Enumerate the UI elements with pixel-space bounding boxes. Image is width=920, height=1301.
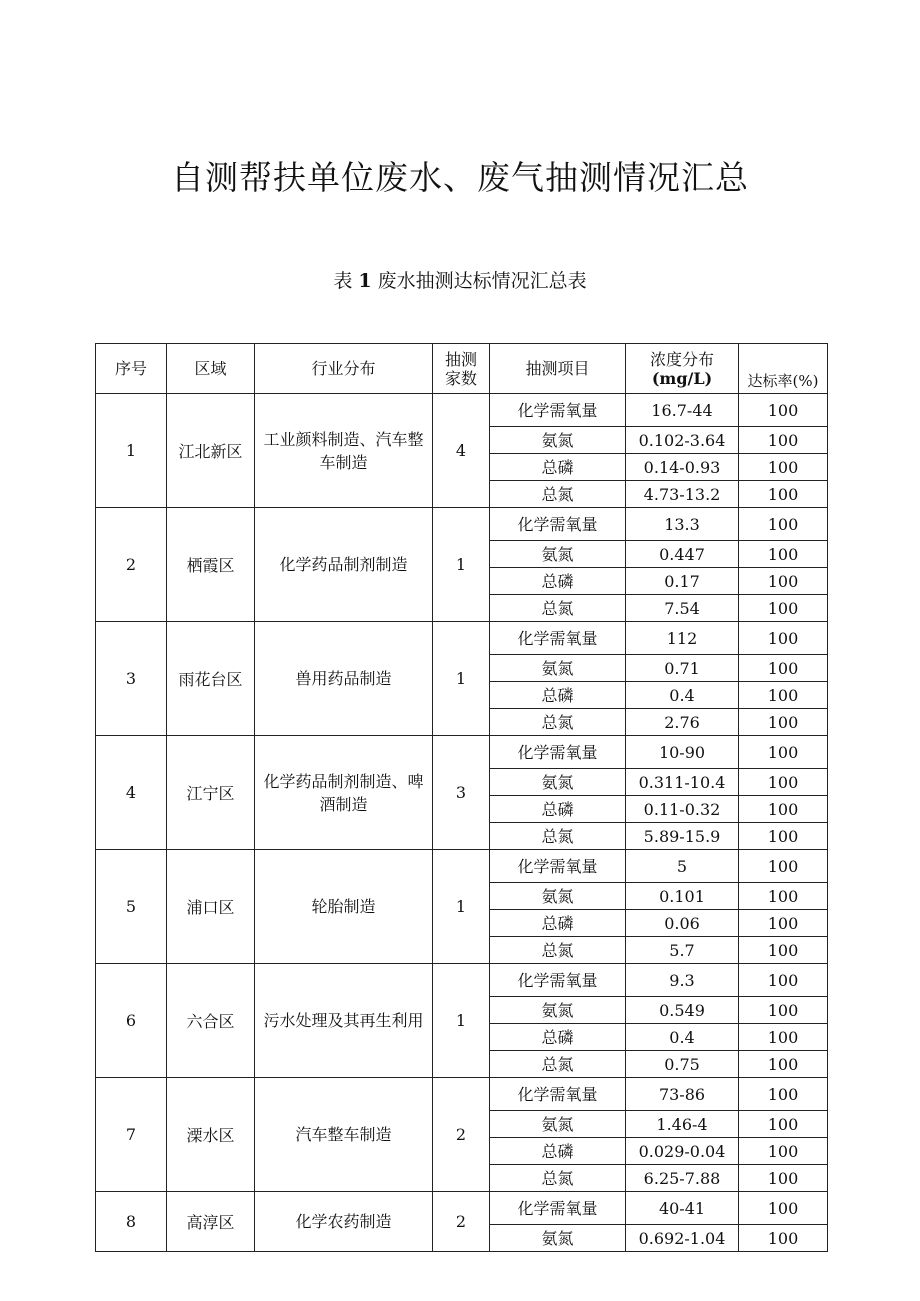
row-item: 氨氮 xyxy=(490,769,626,796)
header-concentration-unit: (mg/L) xyxy=(651,368,713,388)
row-concentration: 0.029-0.04 xyxy=(626,1138,739,1165)
table-row xyxy=(96,508,828,541)
row-seq: 4 xyxy=(96,736,167,850)
row-seq: 8 xyxy=(96,1192,167,1252)
row-item: 化学需氧量 xyxy=(490,622,626,655)
row-rate: 100 xyxy=(739,850,828,883)
row-seq: 1 xyxy=(96,394,167,508)
row-rate: 100 xyxy=(739,769,828,796)
row-item: 氨氮 xyxy=(490,883,626,910)
row-concentration: 0.71 xyxy=(626,655,739,682)
row-item: 总氮 xyxy=(490,595,626,622)
row-item: 总磷 xyxy=(490,910,626,937)
row-concentration: 10-90 xyxy=(626,736,739,769)
row-concentration: 0.75 xyxy=(626,1051,739,1078)
table-row xyxy=(96,622,828,655)
row-rate: 100 xyxy=(739,595,828,622)
row-rate: 100 xyxy=(739,823,828,850)
row-rate: 100 xyxy=(739,1051,828,1078)
header-count-line1: 抽测 xyxy=(444,349,477,369)
row-rate: 100 xyxy=(739,541,828,568)
row-item: 总磷 xyxy=(490,682,626,709)
table-row xyxy=(96,964,828,997)
row-rate: 100 xyxy=(739,454,828,481)
row-industry: 汽车整车制造 xyxy=(255,1078,433,1192)
row-concentration: 9.3 xyxy=(626,964,739,997)
row-item: 化学需氧量 xyxy=(490,1078,626,1111)
row-item: 总氮 xyxy=(490,709,626,736)
row-concentration: 5.89-15.9 xyxy=(626,823,739,850)
header-row xyxy=(96,344,828,394)
row-rate: 100 xyxy=(739,568,828,595)
row-rate: 100 xyxy=(739,1225,828,1252)
table-body xyxy=(96,394,828,1252)
row-item: 化学需氧量 xyxy=(490,1192,626,1225)
row-count: 1 xyxy=(433,850,490,964)
row-count: 1 xyxy=(433,964,490,1078)
caption-text: 废水抽测达标情况汇总表 xyxy=(377,270,587,292)
row-rate: 100 xyxy=(739,682,828,709)
row-concentration: 6.25-7.88 xyxy=(626,1165,739,1192)
row-rate: 100 xyxy=(739,1024,828,1051)
row-item: 氨氮 xyxy=(490,997,626,1024)
row-item: 化学需氧量 xyxy=(490,964,626,997)
row-item: 总氮 xyxy=(490,823,626,850)
row-concentration: 13.3 xyxy=(626,508,739,541)
row-rate: 100 xyxy=(739,394,828,427)
row-concentration: 4.73-13.2 xyxy=(626,481,739,508)
row-seq: 5 xyxy=(96,850,167,964)
row-rate: 100 xyxy=(739,883,828,910)
row-district: 浦口区 xyxy=(167,850,255,964)
row-rate: 100 xyxy=(739,736,828,769)
row-concentration: 0.447 xyxy=(626,541,739,568)
row-rate: 100 xyxy=(739,964,828,997)
row-rate: 100 xyxy=(739,709,828,736)
row-rate: 100 xyxy=(739,622,828,655)
row-district: 栖霞区 xyxy=(167,508,255,622)
row-district: 江北新区 xyxy=(167,394,255,508)
header-rate: 达标率(%) xyxy=(739,344,828,394)
row-industry: 化学农药制造 xyxy=(255,1192,433,1252)
row-count: 1 xyxy=(433,508,490,622)
header-district: 区域 xyxy=(167,344,255,394)
row-district: 高淳区 xyxy=(167,1192,255,1252)
row-item: 氨氮 xyxy=(490,1111,626,1138)
wastewater-table xyxy=(95,343,828,1252)
row-concentration: 73-86 xyxy=(626,1078,739,1111)
table-row xyxy=(96,394,828,427)
row-count: 2 xyxy=(433,1192,490,1252)
row-rate: 100 xyxy=(739,655,828,682)
row-concentration: 0.692-1.04 xyxy=(626,1225,739,1252)
row-concentration: 0.4 xyxy=(626,1024,739,1051)
row-item: 化学需氧量 xyxy=(490,736,626,769)
row-item: 化学需氧量 xyxy=(490,850,626,883)
row-concentration: 0.549 xyxy=(626,997,739,1024)
row-concentration: 40-41 xyxy=(626,1192,739,1225)
row-item: 化学需氧量 xyxy=(490,508,626,541)
row-item: 总氮 xyxy=(490,937,626,964)
row-rate: 100 xyxy=(739,481,828,508)
row-concentration: 0.14-0.93 xyxy=(626,454,739,481)
row-concentration: 0.06 xyxy=(626,910,739,937)
row-concentration: 16.7-44 xyxy=(626,394,739,427)
table-header xyxy=(96,344,828,394)
row-concentration: 5 xyxy=(626,850,739,883)
row-rate: 100 xyxy=(739,937,828,964)
table-caption xyxy=(0,266,920,293)
row-item: 化学需氧量 xyxy=(490,394,626,427)
caption-prefix: 表 xyxy=(333,270,353,292)
caption-number: 1 xyxy=(358,270,372,292)
row-concentration: 0.17 xyxy=(626,568,739,595)
row-concentration: 1.46-4 xyxy=(626,1111,739,1138)
table-row xyxy=(96,736,828,769)
row-concentration: 112 xyxy=(626,622,739,655)
header-seq: 序号 xyxy=(96,344,167,394)
row-concentration: 0.311-10.4 xyxy=(626,769,739,796)
row-concentration: 7.54 xyxy=(626,595,739,622)
row-rate: 100 xyxy=(739,796,828,823)
row-item: 氨氮 xyxy=(490,1225,626,1252)
row-rate: 100 xyxy=(739,1111,828,1138)
row-district: 雨花台区 xyxy=(167,622,255,736)
row-industry: 化学药品制剂制造、啤酒制造 xyxy=(255,736,433,850)
row-district: 溧水区 xyxy=(167,1078,255,1192)
row-item: 总磷 xyxy=(490,796,626,823)
row-count: 1 xyxy=(433,622,490,736)
row-concentration: 5.7 xyxy=(626,937,739,964)
row-concentration: 2.76 xyxy=(626,709,739,736)
row-rate: 100 xyxy=(739,427,828,454)
row-item: 总磷 xyxy=(490,1024,626,1051)
row-rate: 100 xyxy=(739,910,828,937)
row-concentration: 0.102-3.64 xyxy=(626,427,739,454)
row-item: 氨氮 xyxy=(490,541,626,568)
row-industry: 污水处理及其再生利用 xyxy=(255,964,433,1078)
row-rate: 100 xyxy=(739,997,828,1024)
row-item: 总磷 xyxy=(490,1138,626,1165)
row-concentration: 0.11-0.32 xyxy=(626,796,739,823)
row-district: 六合区 xyxy=(167,964,255,1078)
row-rate: 100 xyxy=(739,1165,828,1192)
row-item: 总氮 xyxy=(490,1165,626,1192)
row-rate: 100 xyxy=(739,1138,828,1165)
row-district: 江宁区 xyxy=(167,736,255,850)
row-industry: 轮胎制造 xyxy=(255,850,433,964)
row-industry: 化学药品制剂制造 xyxy=(255,508,433,622)
header-concentration xyxy=(626,344,739,394)
row-item: 总氮 xyxy=(490,1051,626,1078)
row-count: 4 xyxy=(433,394,490,508)
row-count: 3 xyxy=(433,736,490,850)
header-industry: 行业分布 xyxy=(255,344,433,394)
row-item: 总氮 xyxy=(490,481,626,508)
header-count xyxy=(433,344,490,394)
header-count-line2: 家数 xyxy=(444,368,477,388)
table-row xyxy=(96,1078,828,1111)
header-concentration-label: 浓度分布 xyxy=(649,349,714,369)
row-item: 总磷 xyxy=(490,454,626,481)
row-item: 总磷 xyxy=(490,568,626,595)
table-row xyxy=(96,850,828,883)
row-seq: 6 xyxy=(96,964,167,1078)
row-concentration: 0.101 xyxy=(626,883,739,910)
row-item: 氨氮 xyxy=(490,655,626,682)
row-concentration: 0.4 xyxy=(626,682,739,709)
table-row xyxy=(96,1192,828,1225)
row-seq: 3 xyxy=(96,622,167,736)
header-item: 抽测项目 xyxy=(490,344,626,394)
row-seq: 2 xyxy=(96,508,167,622)
row-industry: 工业颜料制造、汽车整车制造 xyxy=(255,394,433,508)
row-item: 氨氮 xyxy=(490,427,626,454)
row-rate: 100 xyxy=(739,1192,828,1225)
row-rate: 100 xyxy=(739,1078,828,1111)
row-count: 2 xyxy=(433,1078,490,1192)
row-rate: 100 xyxy=(739,508,828,541)
row-seq: 7 xyxy=(96,1078,167,1192)
page-title: 自测帮扶单位废水、废气抽测情况汇总 xyxy=(171,158,749,197)
row-industry: 兽用药品制造 xyxy=(255,622,433,736)
